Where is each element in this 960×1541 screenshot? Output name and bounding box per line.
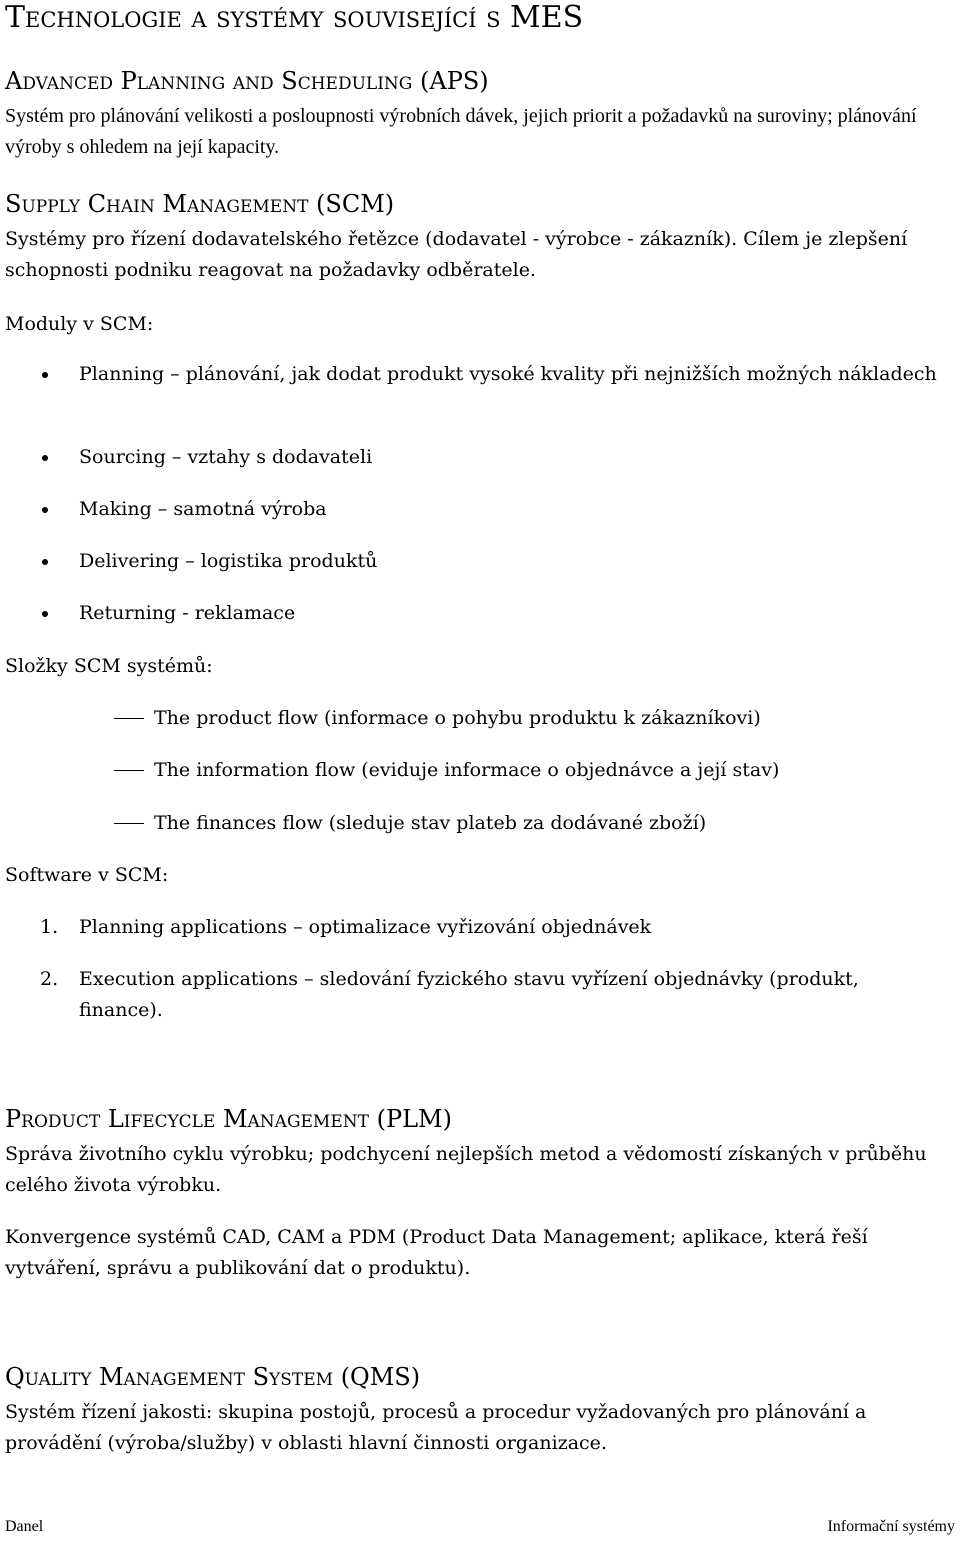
plm-text-1: Správa životního cyklu výrobku; podchycení nejlepších metod a vědomostí získaných v průběhu celého života výrobku. [5,1143,927,1196]
dash-icon [114,823,144,824]
qms-text: Systém řízení jakosti: skupina postojů, procesů a procedur vyžadovaných pro plánování a provádění (výroba/služby) v oblasti hlavní činnosti organizace. [5,1401,867,1454]
bullet-icon [42,611,48,617]
plm-heading: Product Lifecycle Management (PLM) [5,1105,452,1133]
list-item: The finances flow (sleduje stav plateb za dodávané zboží) [154,812,707,834]
qms-heading: Quality Management System (QMS) [5,1363,421,1391]
aps-text: Systém pro plánování velikosti a posloupnosti výrobních dávek, jejich priorit a požadavků na suroviny; plánování výroby s ohledem na její kapacity. [5,105,917,158]
bullet-icon [42,559,48,565]
list-item: Returning - reklamace [79,602,296,624]
list-number: 1. [40,916,59,938]
list-item: Planning applications – optimalizace vyřizování objednávek [79,916,652,938]
scm-components-label: Složky SCM systémů: [5,655,213,677]
page-title: Technologie a systémy související s MES [5,0,584,35]
list-item: Execution applications – sledování fyzického stavu vyřízení objednávky (produkt, finance). [79,968,859,1021]
aps-heading: Advanced Planning and Scheduling (APS) [5,67,489,95]
list-item: The information flow (eviduje informace o objednávce a její stav) [154,759,780,781]
list-item: Making – samotná výroba [79,498,327,520]
scm-heading: Supply Chain Management (SCM) [5,190,395,218]
dash-icon [114,770,144,771]
list-number: 2. [40,968,59,990]
list-item: Delivering – logistika produktů [79,550,378,572]
plm-text-2: Konvergence systémů CAD, CAM a PDM (Product Data Management; aplikace, která řeší vytváření, správu a publikování dat o produktu). [5,1226,868,1279]
footer-course: Informační systémy [827,1518,955,1535]
dash-icon [114,718,144,719]
scm-modules-label: Moduly v SCM: [5,313,154,335]
bullet-icon [42,455,48,461]
bullet-icon [42,507,48,513]
list-item: The product flow (informace o pohybu produktu k zákazníkovi) [154,707,761,729]
footer-author: Danel [5,1518,44,1535]
scm-text: Systémy pro řízení dodavatelského řetězce (dodavatel - výrobce - zákazník). Cílem je zlepšení schopnosti podniku reagovat na požadavky odběratele. [5,228,908,281]
scm-software-label: Software v SCM: [5,864,169,886]
bullet-icon [42,372,48,378]
list-item: Planning – plánování, jak dodat produkt vysoké kvality při nejnižších možných nákladech [79,363,937,385]
list-item: Sourcing – vztahy s dodavateli [79,446,373,468]
